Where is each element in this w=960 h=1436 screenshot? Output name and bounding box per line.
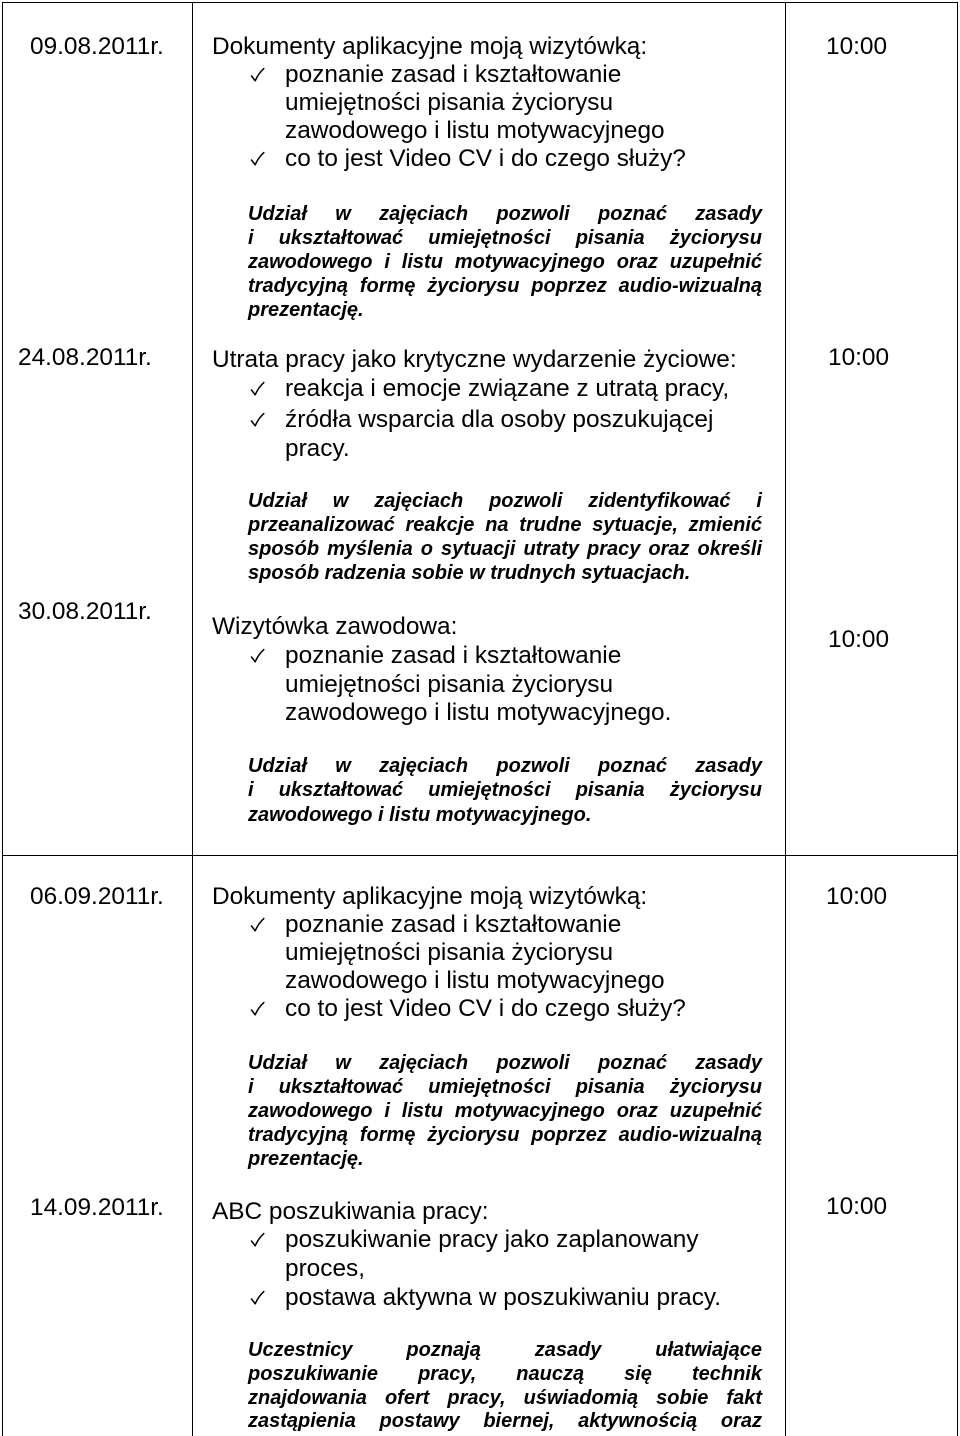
session-date: 06.09.2011r.	[30, 883, 164, 910]
description-line: Udział w zajęciach pozwoli poznać zasady	[248, 203, 762, 225]
description-line: poszukiwanie pracy, nauczą się technik	[248, 1363, 762, 1385]
check-icon	[249, 1290, 265, 1306]
topic-item-line: reakcja i emocje związane z utratą pracy,	[285, 375, 730, 402]
session-time: 10:00	[826, 33, 888, 60]
column-divider-date	[192, 2, 193, 1436]
table-border-right	[957, 2, 958, 1436]
topic-item-line: poznanie zasad i kształtowanie	[285, 61, 622, 88]
session-time: 10:00	[828, 344, 890, 371]
session-time: 10:00	[826, 1193, 888, 1220]
topic-item-line: źródła wsparcia dla osoby poszukującej	[285, 406, 714, 433]
description-line: Udział w zajęciach pozwoli poznać zasady	[248, 1052, 762, 1074]
topic-item-line: zawodowego i listu motywacyjnego.	[285, 699, 672, 726]
session-title: Dokumenty aplikacyjne moją wizytówką:	[212, 883, 648, 910]
description-line: zawodowego i listu motywacyjnego.	[248, 804, 592, 826]
topic-item-line: umiejętności pisania życiorysu	[285, 939, 614, 966]
session-title: Dokumenty aplikacyjne moją wizytówką:	[212, 33, 648, 60]
topic-item-line: co to jest Video CV i do czego służy?	[285, 995, 686, 1022]
description-line: sposób radzenia sobie w trudnych sytuacjach.	[248, 562, 691, 584]
description-line: i ukształtować umiejętności pisania życiorysu	[248, 1076, 762, 1098]
description-line: i ukształtować umiejętności pisania życiorysu	[248, 779, 762, 801]
session-title: ABC poszukiwania pracy:	[212, 1198, 489, 1225]
check-icon	[249, 648, 265, 664]
session-date: 14.09.2011r.	[30, 1194, 164, 1221]
check-icon	[249, 381, 265, 397]
column-divider-time	[785, 2, 786, 1436]
table-border-left	[2, 2, 3, 1436]
topic-item-line: postawa aktywna w poszukiwaniu pracy.	[285, 1284, 722, 1311]
description-line: prezentację.	[248, 299, 364, 321]
topic-item-line: zawodowego i listu motywacyjnego	[285, 117, 665, 144]
topic-item-line: poznanie zasad i kształtowanie	[285, 911, 622, 938]
description-line: prezentację.	[248, 1148, 364, 1170]
topic-item-line: proces,	[285, 1255, 365, 1282]
check-icon	[249, 917, 265, 933]
check-icon	[249, 151, 265, 167]
topic-item-line: poznanie zasad i kształtowanie	[285, 642, 622, 669]
description-line: tradycyjną formę życiorysu poprzez audio-wizualną	[248, 1124, 762, 1146]
session-date: 09.08.2011r.	[30, 33, 164, 60]
description-line: zawodowego i listu motywacyjnego oraz uzupełnić	[248, 251, 762, 273]
check-icon	[249, 1232, 265, 1248]
check-icon	[249, 67, 265, 83]
check-icon	[249, 1001, 265, 1017]
description-line: zastąpienia postawy biernej, aktywnością oraz	[248, 1410, 762, 1432]
table-border-top	[2, 2, 958, 3]
topic-item-line: pracy.	[285, 435, 350, 462]
session-title: Wizytówka zawodowa:	[212, 613, 458, 640]
row-divider	[2, 855, 958, 856]
description-line: sposób myślenia o sytuacji utraty pracy oraz określi	[248, 538, 762, 560]
description-line: przeanalizować reakcje na trudne sytuacje, zmienić	[248, 514, 762, 536]
description-line: Udział w zajęciach pozwoli poznać zasady	[248, 755, 762, 777]
topic-item-line: umiejętności pisania życiorysu	[285, 671, 614, 698]
topic-item-line: co to jest Video CV i do czego służy?	[285, 145, 686, 172]
session-time: 10:00	[826, 883, 888, 910]
description-line: Uczestnicy poznają zasady ułatwiające	[248, 1339, 762, 1361]
session-date: 24.08.2011r.	[18, 344, 152, 371]
check-icon	[249, 412, 265, 428]
topic-item-line: poszukiwanie pracy jako zaplanowany	[285, 1226, 699, 1253]
session-title: Utrata pracy jako krytyczne wydarzenie życiowe:	[212, 346, 737, 373]
description-line: tradycyjną formę życiorysu poprzez audio-wizualną	[248, 275, 762, 297]
description-line: i ukształtować umiejętności pisania życiorysu	[248, 227, 762, 249]
session-date: 30.08.2011r.	[18, 598, 152, 625]
topic-item-line: umiejętności pisania życiorysu	[285, 89, 614, 116]
session-time: 10:00	[828, 626, 890, 653]
description-line: Udział w zajęciach pozwoli zidentyfikować i	[248, 490, 762, 512]
topic-item-line: zawodowego i listu motywacyjnego	[285, 967, 665, 994]
description-line: zawodowego i listu motywacyjnego oraz uzupełnić	[248, 1100, 762, 1122]
description-line: znajdowania ofert pracy, uświadomią sobie fakt	[248, 1387, 762, 1409]
